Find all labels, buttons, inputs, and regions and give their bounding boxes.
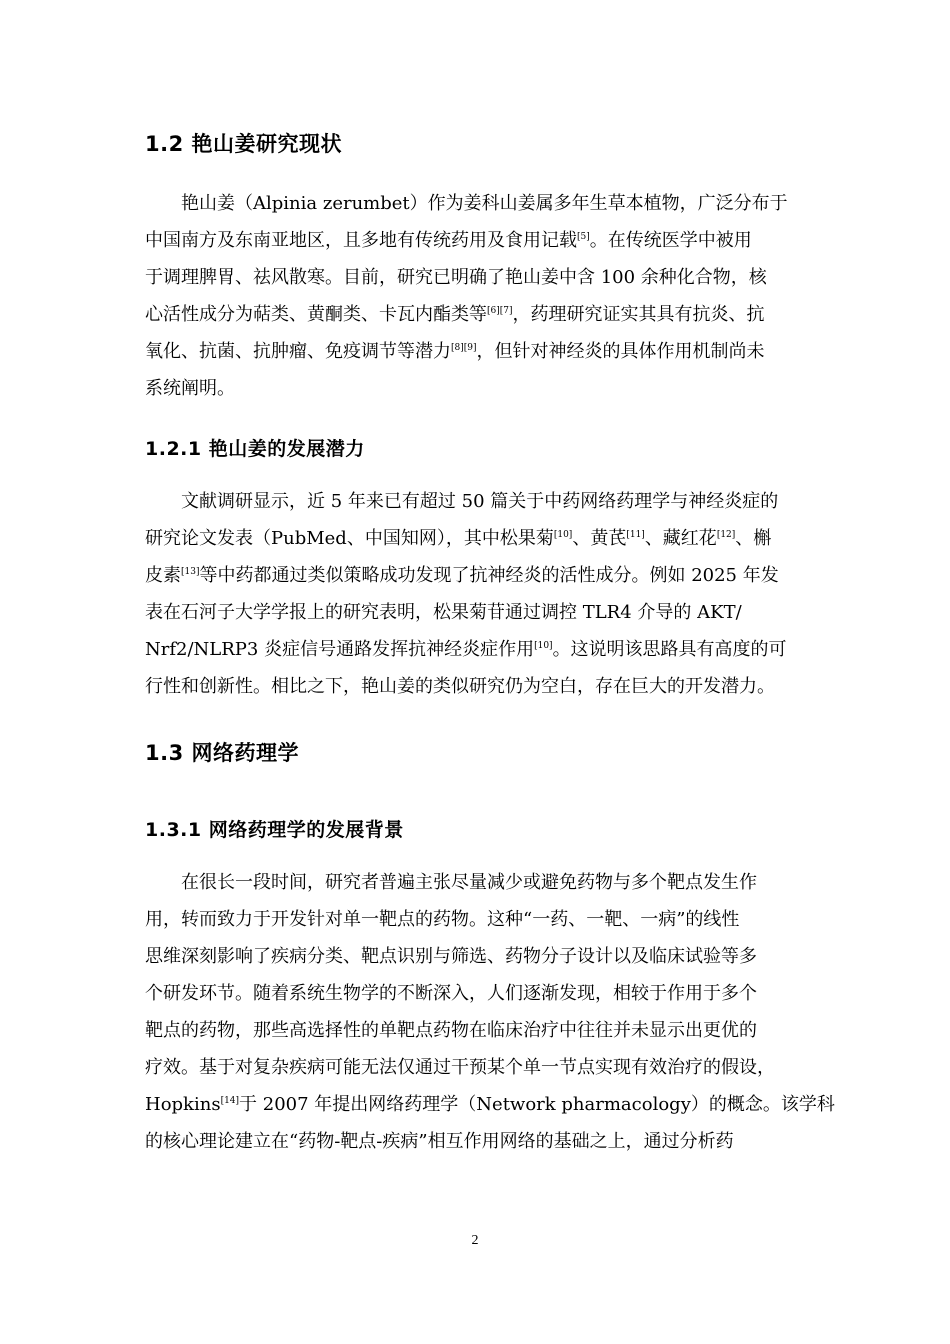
paragraph-line: 表在石河子大学学报上的研究表明，松果菊苷通过调控 TLR4 介导的 AKT/: [145, 602, 742, 623]
paragraph-line: 氧化、抗菌、抗肿瘤、免疫调节等潜力[8][9]，但针对神经炎的具体作用机制尚未: [145, 341, 765, 362]
paragraph-line: 心活性成分为萜类、黄酮类、卡瓦内酯类等[6][7]，药理研究证实其具有抗炎、抗: [145, 304, 765, 325]
citation-ref: [6][7]: [487, 306, 513, 316]
paragraph-line: 靶点的药物，那些高选择性的单靶点药物在临床治疗中往往并未显示出更优的: [145, 1020, 757, 1041]
section-heading-1-3-1: 1.3.1 网络药理学的发展背景: [145, 819, 404, 841]
paragraph-line: 用，转而致力于开发针对单一靶点的药物。这种“一药、一靶、一病”的线性: [145, 909, 740, 930]
citation-ref: [5]: [577, 232, 590, 242]
section-heading-1-3: 1.3 网络药理学: [145, 741, 300, 765]
citation-ref: [10]: [553, 530, 573, 540]
citation-ref: [11]: [626, 530, 645, 540]
paragraph-line: 系统阐明。: [145, 378, 235, 399]
paragraph-line: 的核心理论建立在“药物-靶点-疾病”相互作用网络的基础之上，通过分析药: [145, 1131, 734, 1152]
paragraph-line: 在很长一段时间，研究者普遍主张尽量减少或避免药物与多个靶点发生作: [181, 872, 757, 893]
citation-ref: [8][9]: [451, 343, 477, 353]
paragraph-line: 研究论文发表（PubMed、中国知网），其中松果菊[10]、黄芪[11]、藏红花[12]、槲: [145, 528, 772, 549]
citation-ref: [14]: [220, 1096, 240, 1106]
citation-ref: [12]: [716, 530, 736, 540]
paragraph-line: 艳山姜（Alpinia zerumbet）作为姜科山姜属多年生草本植物，广泛分布于: [181, 193, 788, 214]
citation-ref: [10]: [534, 641, 553, 651]
citation-ref: [13]: [181, 567, 200, 577]
paragraph-line: Nrf2/NLRP3 炎症信号通路发挥抗神经炎症作用[10]。这说明该思路具有高度的可: [145, 639, 787, 660]
section-heading-1-2: 1.2 艳山姜研究现状: [145, 132, 343, 156]
section-heading-1-2-1: 1.2.1 艳山姜的发展潜力: [145, 438, 365, 460]
paragraph-line: 行性和创新性。相比之下，艳山姜的类似研究仍为空白，存在巨大的开发潜力。: [145, 676, 775, 697]
paragraph-line: 疗效。基于对复杂疾病可能无法仅通过干预某个单一节点实现有效治疗的假设，: [145, 1057, 775, 1078]
paragraph-line: 中国南方及东南亚地区，且多地有传统药用及食用记载[5]。在传统医学中被用: [145, 230, 752, 251]
paragraph-line: 个研发环节。随着系统生物学的不断深入，人们逐渐发现，相较于作用于多个: [145, 983, 757, 1004]
paragraph-line: 于调理脾胃、祛风散寒。目前，研究已明确了艳山姜中含 100 余种化合物，核: [145, 267, 767, 288]
paragraph-line: Hopkins[14]于 2007 年提出网络药理学（Network pharmacology）的概念。该学科: [145, 1094, 835, 1115]
paragraph-line: 文献调研显示，近 5 年来已有超过 50 篇关于中药网络药理学与神经炎症的: [181, 491, 779, 512]
paragraph-line: 思维深刻影响了疾病分类、靶点识别与筛选、药物分子设计以及临床试验等多: [145, 946, 757, 967]
page-number: 2: [471, 1233, 479, 1248]
paragraph-line: 皮素[13]等中药都通过类似策略成功发现了抗神经炎的活性成分。例如 2025 年发: [145, 565, 779, 586]
